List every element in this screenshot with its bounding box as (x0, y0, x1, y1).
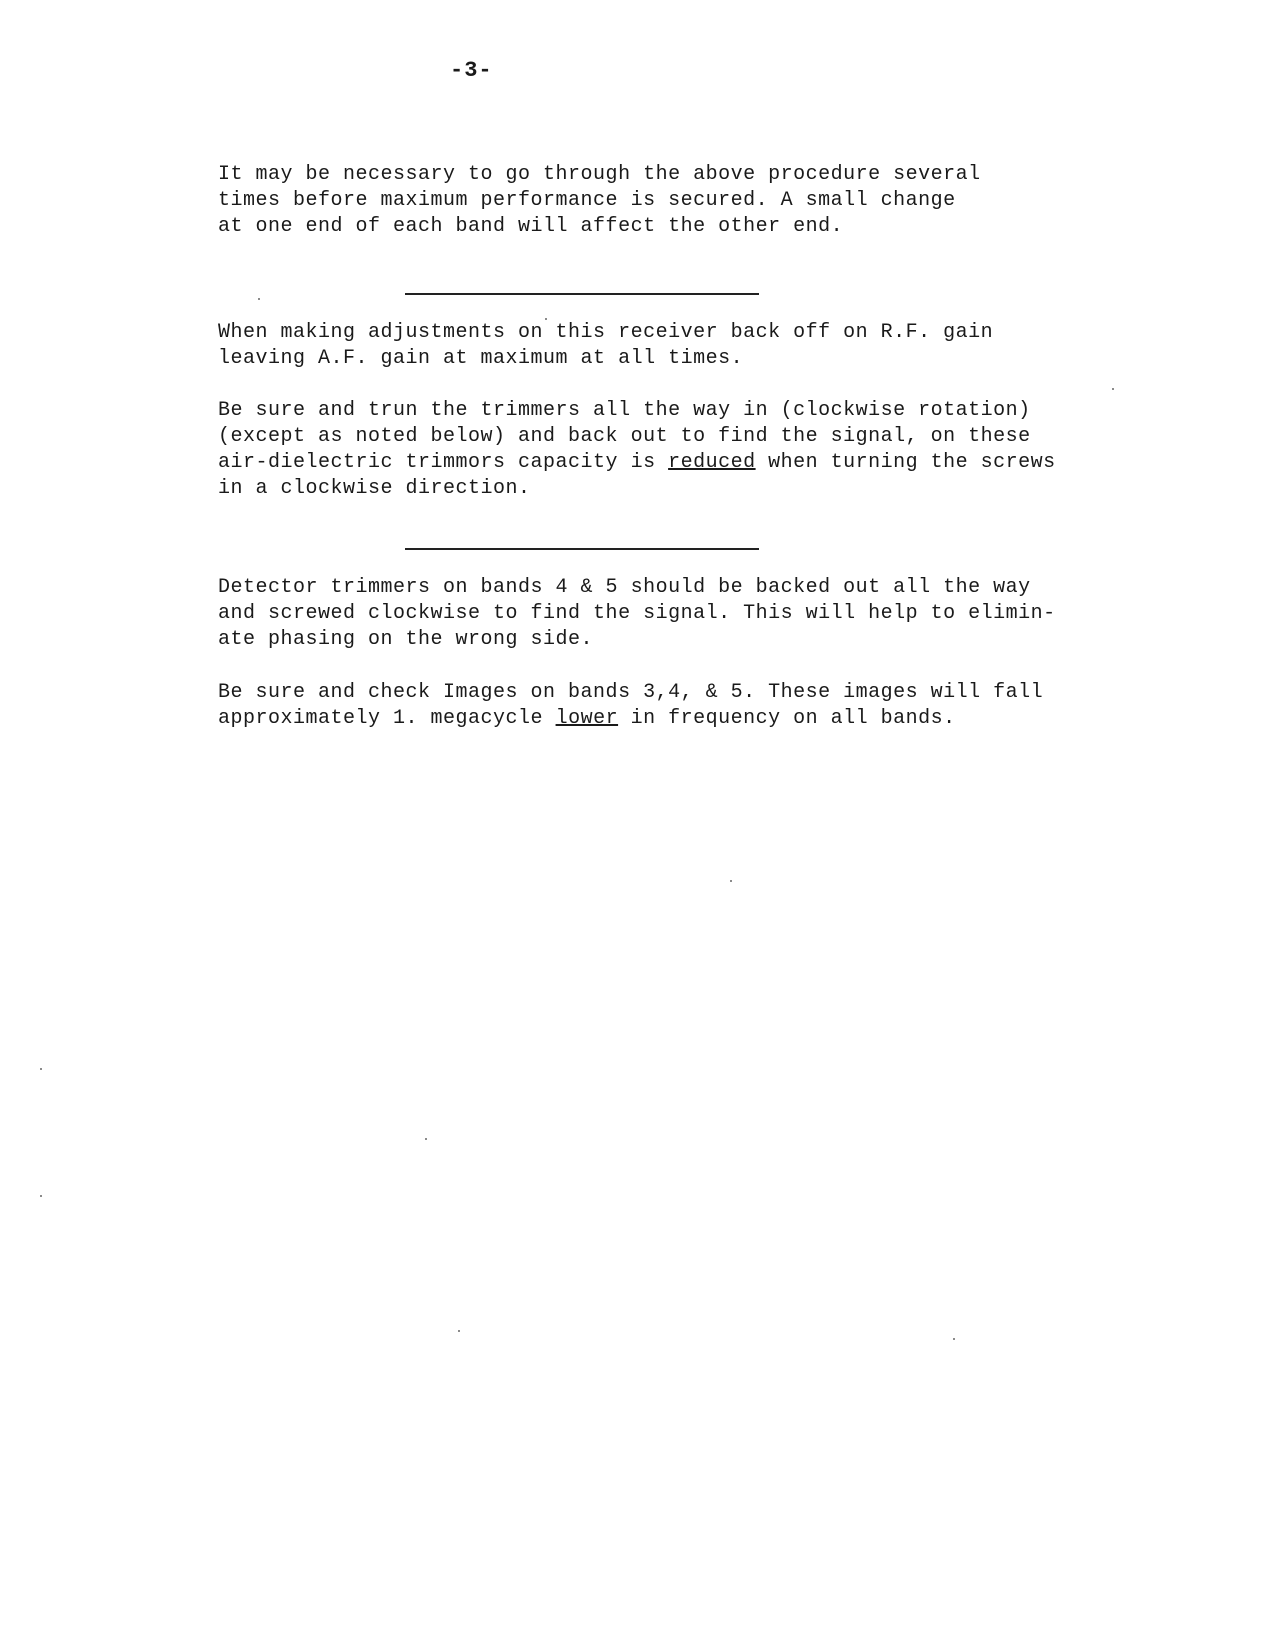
text-segment: when turning the screws (755, 451, 1056, 474)
text-line: in a clockwise direction. (218, 477, 531, 500)
text-line: and screwed clockwise to find the signal. This will help to elimin- (218, 602, 1056, 625)
paragraph-detector-trimmers (218, 575, 1098, 653)
text-line: Detector trimmers on bands 4 & 5 should be backed out all the way (218, 576, 1031, 599)
scan-speck (425, 1138, 427, 1140)
text-segment: air-dielectric trimmors capacity is (218, 451, 669, 474)
scan-speck (40, 1068, 42, 1070)
text-line: leaving A.F. gain at maximum at all times. (218, 347, 744, 370)
text-segment: in frequency on all bands. (618, 707, 956, 730)
paragraph-procedure-repeat (218, 162, 1098, 240)
text-line: When making adjustments on this receiver back off on R.F. gain (218, 321, 994, 344)
text-line: It may be necessary to go through the above procedure several (218, 163, 981, 186)
text-line: ate phasing on the wrong side. (218, 628, 594, 651)
text-line: at one end of each band will affect the other end. (218, 215, 844, 238)
text-line (218, 450, 1098, 476)
text-line: times before maximum performance is secured. A small change (218, 189, 956, 212)
text-line: Be sure and trun the trimmers all the way in (clockwise rotation) (218, 399, 1031, 422)
paragraph-gain-adjustment (218, 320, 1098, 372)
scan-speck (1112, 388, 1114, 390)
section-divider (405, 548, 759, 550)
underlined-word: lower (555, 707, 619, 730)
scan-speck (458, 1330, 460, 1332)
underlined-word: reduced (668, 451, 756, 474)
scan-speck (953, 1338, 955, 1340)
page-number: -3- (450, 58, 493, 83)
paragraph-trimmer-rotation (218, 398, 1098, 502)
paragraph-image-check (218, 680, 1098, 732)
scan-speck (730, 880, 732, 882)
text-line (218, 706, 1098, 732)
scan-speck (40, 1195, 42, 1197)
scan-speck (258, 298, 260, 300)
text-segment: approximately 1. megacycle (218, 707, 556, 730)
text-line: (except as noted below) and back out to find the signal, on these (218, 425, 1031, 448)
section-divider (405, 293, 759, 295)
text-line: Be sure and check Images on bands 3,4, & 5. These images will fall (218, 681, 1044, 704)
scan-speck (545, 318, 547, 320)
